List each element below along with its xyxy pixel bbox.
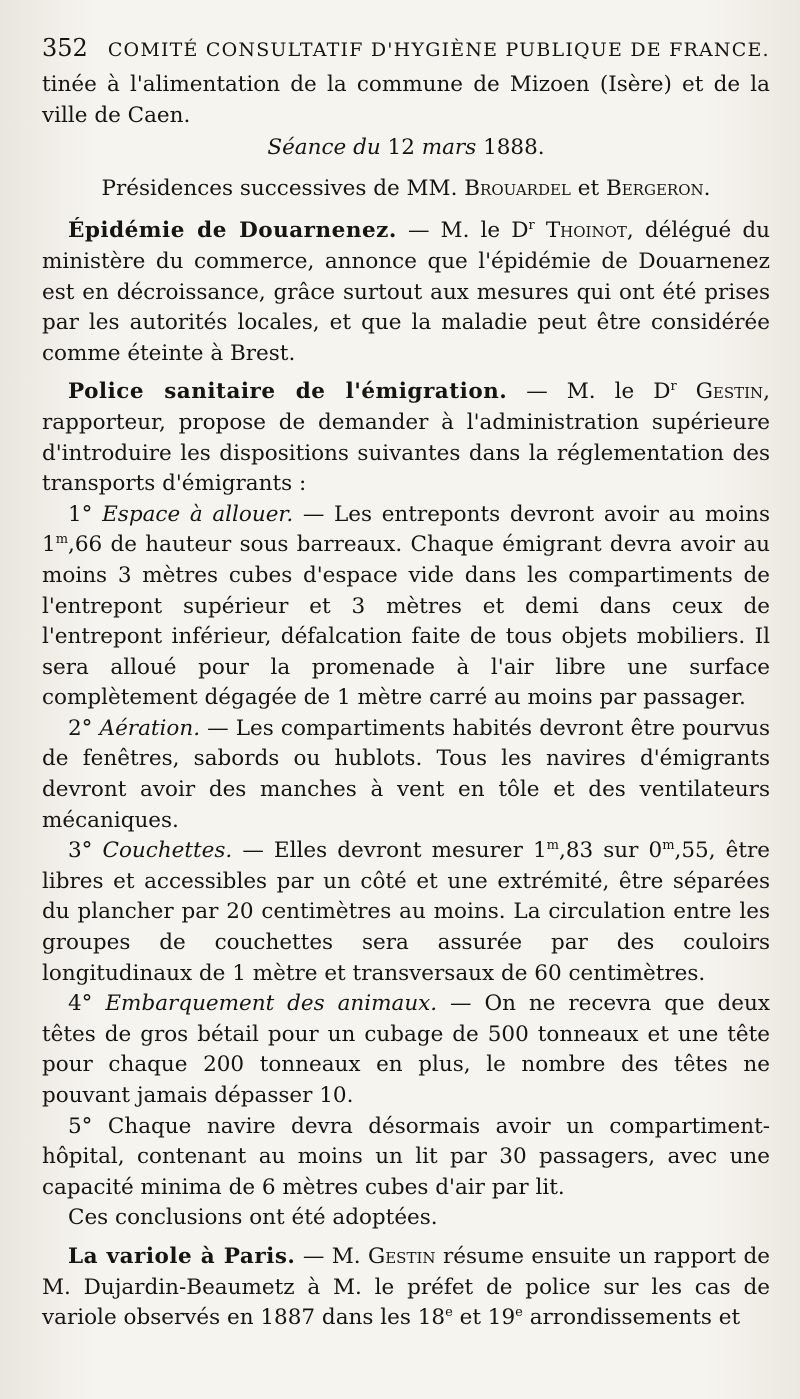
conclusion: Ces conclusions ont été adoptées. xyxy=(68,1205,438,1231)
person-name: Thoinot, xyxy=(534,218,634,244)
section-douarnenez: Épidémie de Douarnenez. — M. le $D^r$ Thoinot, délégué du ministère du commerce, annonce que l'épidémie de Douarnenez est en décroissance, grâce surtout aux mesures qui ont été prises par les autorités locales, et que la maladie peut être considérée comme éteinte à Brest. xyxy=(42,218,770,366)
section-title: Épidémie de Douarnenez. xyxy=(68,218,397,244)
item-aeration: 2° Aération. — Les compartiments habités devront être pourvus de fenêtres, sabords ou hublots. Tous les navires d'émigrants devront avoir des manches à vent en tôle et des ventilateurs mécaniques. xyxy=(42,715,770,833)
item-couchettes: 3° Couchettes. — Elles devront mesurer 1$^m$,83 sur 0$^m$,55, être libres et accessibles par un côté et une extrémité, être séparées du plancher par 20 centimètres au moins. La circulation entre les groupes de couchettes sera assurée par des couloirs longitudinaux de 1 mètre et transversaux de 60 centimètres. xyxy=(42,838,771,986)
running-title: COMITÉ CONSULTATIF D'HYGIÈNE PUBLIQUE DE FRANCE. xyxy=(107,39,770,61)
presidences-line: Présidences successives de MM. Brouardel et Bergeron. xyxy=(101,175,711,201)
item-espace: 1° Espace à allouer. — Les entreponts devront avoir au moins 1$^m$,66 de hauteur sous barreaux. Chaque émigrant devra avoir au moins 3 mètres cubes d'espace vide dans les compartiments de l'entrepont supérieur et 3 mètres et demi dans ceux de l'entrepont inférieur, défalcation faite de tous objets mobiliers. Il sera alloué pour la promenade à l'air libre une surface complètement dégagée de 1 mètre carré au moins par passager. xyxy=(42,501,770,711)
page-header xyxy=(42,34,770,62)
president-name: Bergeron. xyxy=(605,175,711,201)
session-date: Séance du 12 mars 1888. xyxy=(267,135,545,161)
president-name: Brouardel xyxy=(464,175,571,201)
item-hopital: 5° Chaque navire devra désormais avoir un compartiment-hôpital, contenant au moins un lit par 30 passagers, avec une capacité minima de 6 mètres cubes d'air par lit. xyxy=(42,1113,770,1200)
section-variole: La variole à Paris. — M. Gestin résume ensuite un rapport de M. Dujardin-Beaumetz à M. le préfet de police sur les cas de variole observés en 1887 dans les 18e et 19e arrondissements et xyxy=(42,1243,770,1331)
item-embarquement: 4° Embarquement des animaux. — On ne recevra que deux têtes de gros bétail pour un cubage de 500 tonneaux et une tête pour chaque 200 tonneaux en plus, le nombre des têtes ne pouvant jamais dépasser 10. xyxy=(42,991,770,1108)
paragraph-continuation: tinée à l'alimentation de la commune de Mizoen (Isère) et de la ville de Caen. xyxy=(42,72,770,128)
person-name: Gestin xyxy=(368,1243,436,1269)
page-number: 352 xyxy=(42,34,88,62)
section-title: La variole à Paris. xyxy=(68,1243,296,1269)
section-emigration: Police sanitaire de l'émigration. — M. le $D^r$ Gestin, rapporteur, propose de demander à l'administration supérieure d'introduire les dispositions suivantes dans la réglementation des transports d'émigrants : xyxy=(42,379,770,497)
person-name: Gestin, xyxy=(676,379,770,405)
section-title: Police sanitaire de l'émigration. xyxy=(68,379,508,405)
